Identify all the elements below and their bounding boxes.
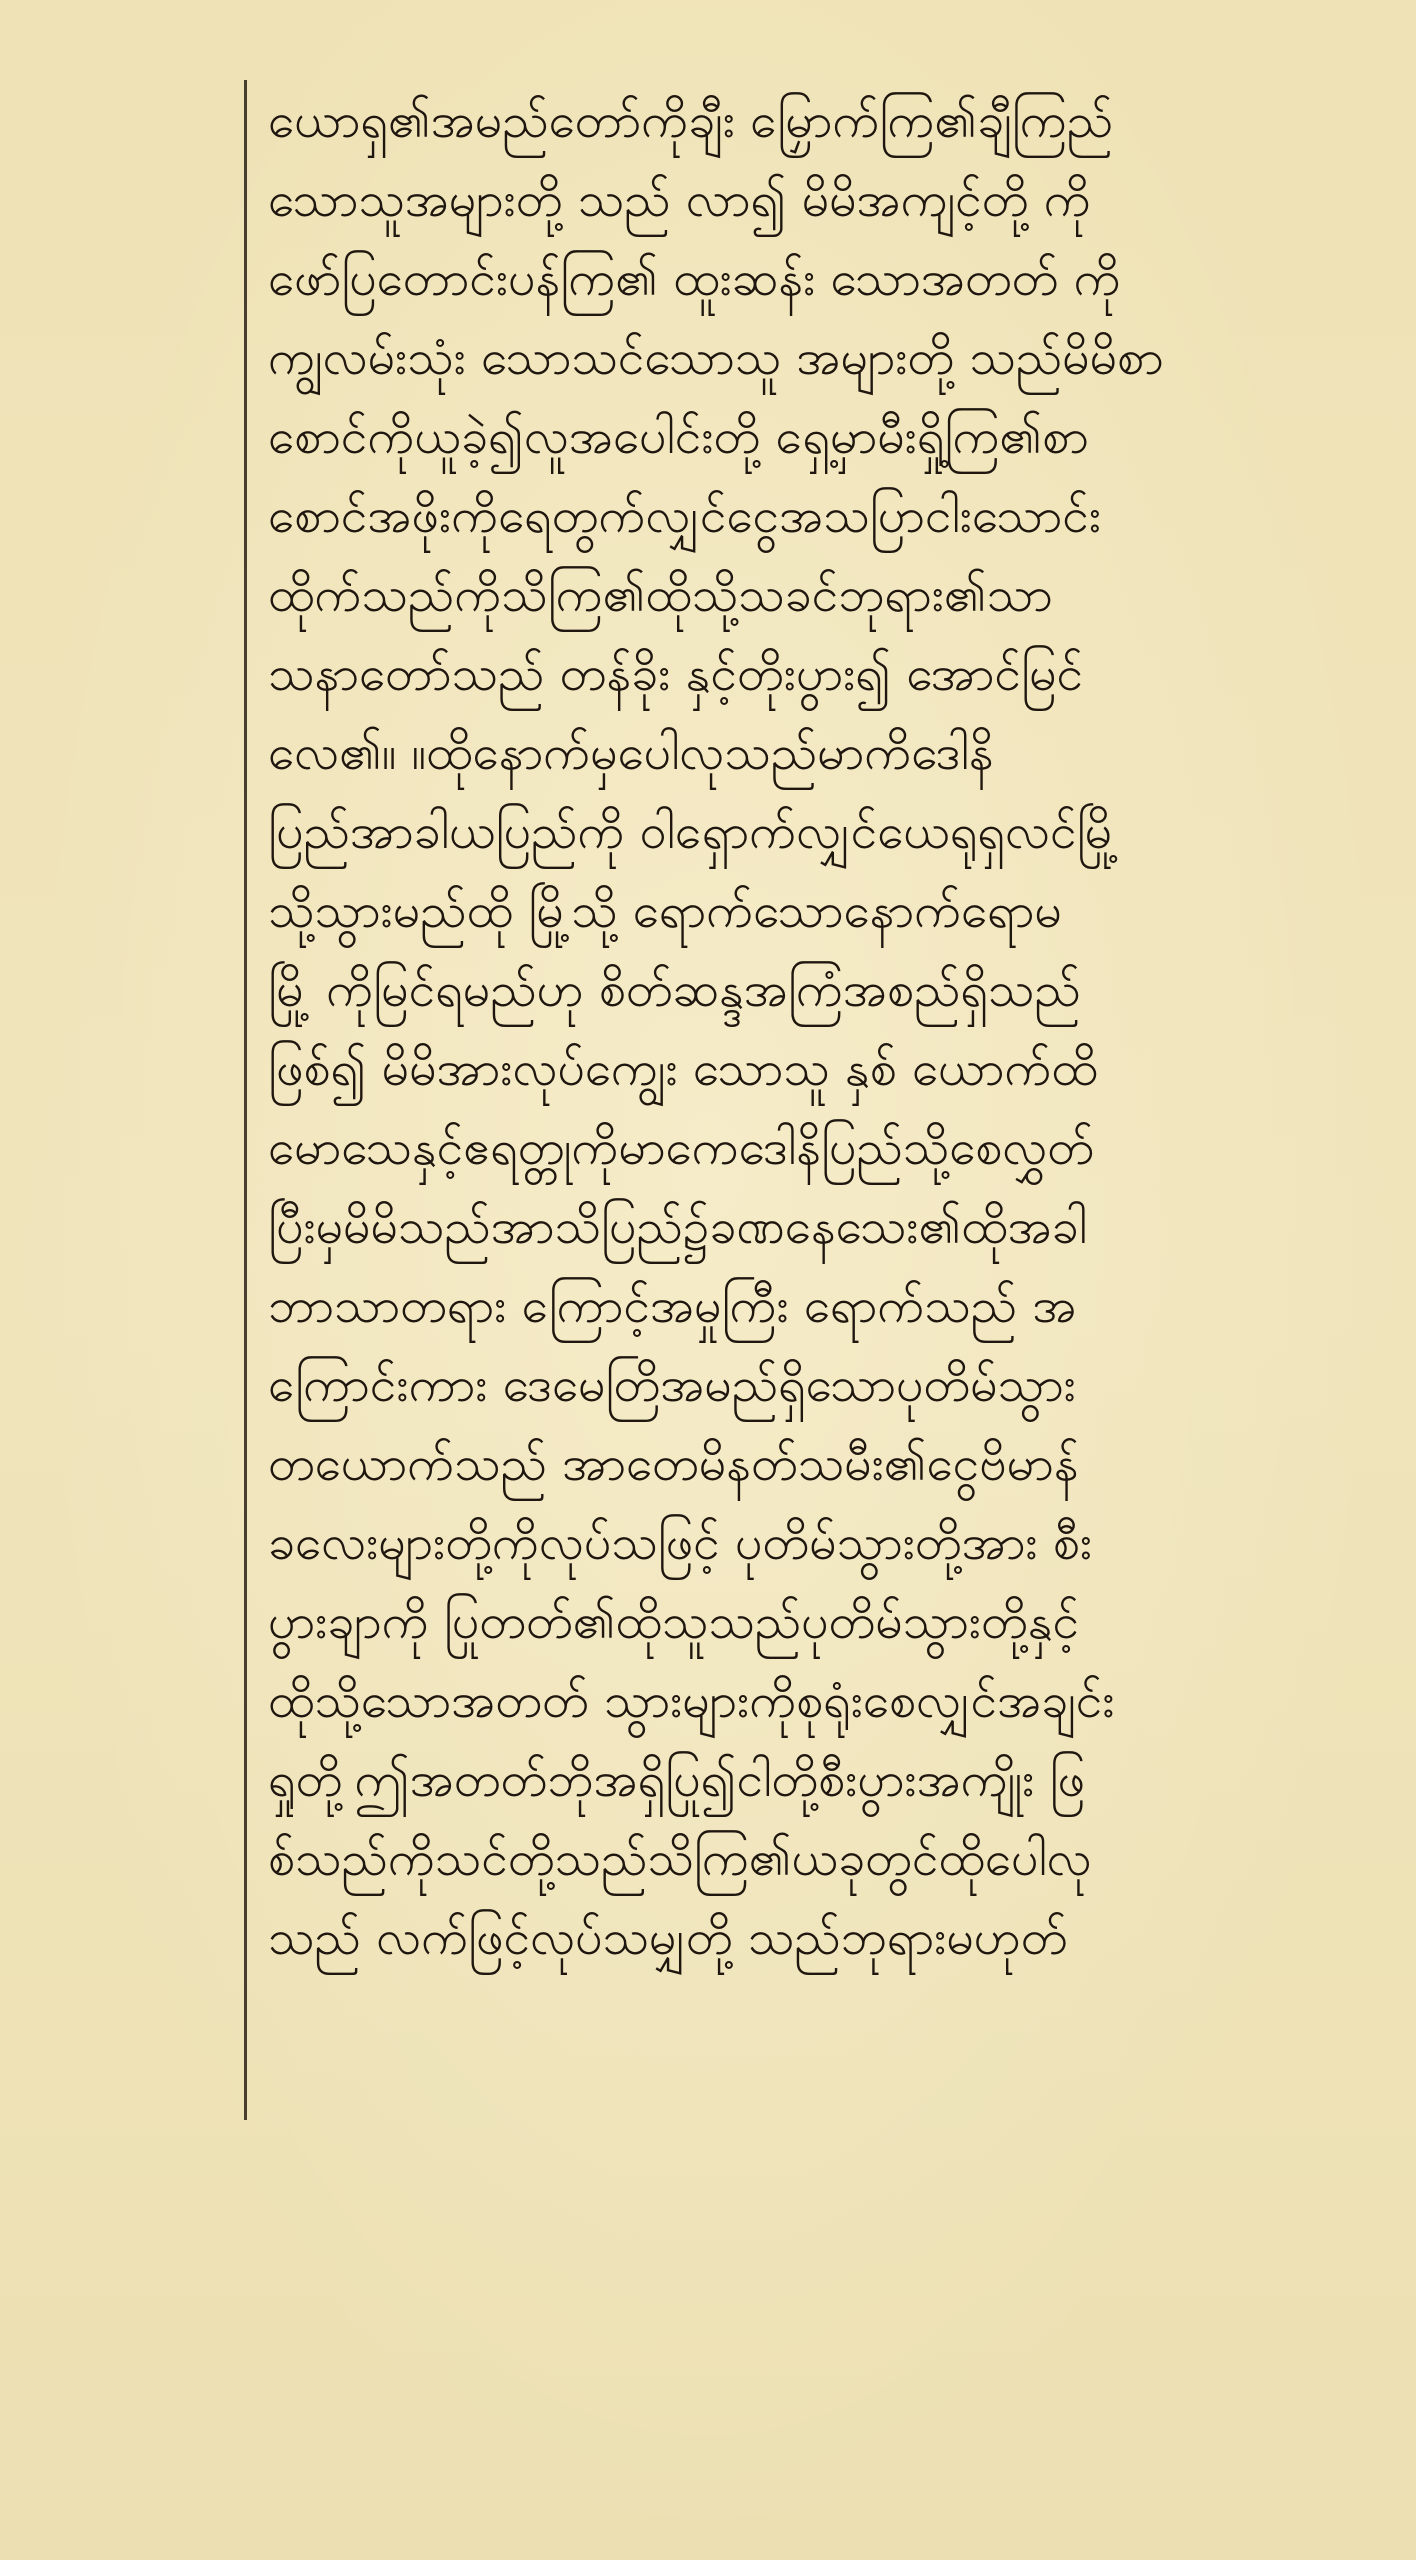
margin-rule xyxy=(244,80,247,2120)
text-line: ကြောင်းကား ဒေမေတြိအမည်ရှိသောပုတိမ်သွား xyxy=(268,1357,1076,1413)
text-line: ပြီးမှမိမိသည်အာသိပြည်၌ခဏနေသေး၏ထိုအခါ xyxy=(268,1199,1087,1255)
text-line: ခလေးများတို့ကိုလုပ်သဖြင့် ပုတိမ်သွားတို့အား စီး xyxy=(268,1515,1093,1571)
text-line: ထိုက်သည်ကိုသိကြ၏ထိုသို့သခင်ဘုရား၏သာ xyxy=(268,567,1053,623)
text-line: ဖြစ်၍ မိမိအားလုပ်ကျွေး သောသူ နှစ် ယောက်ထိ xyxy=(268,1041,1098,1097)
text-line: သည် လက်ဖြင့်လုပ်သမျှတို့ သည်ဘုရားမဟုတ် xyxy=(268,1910,1068,1966)
text-line: သို့သွားမည်ထို မြို့သို့ ရောက်သောနောက်ရောမ xyxy=(268,883,1062,939)
text-line: ပွားချာကို ပြုတတ်၏ထိုသူသည်ပုတိမ်သွားတို့နှင့် xyxy=(268,1594,1080,1650)
text-line: ကျွလမ်းသုံး သောသင်သောသူ အများတို့ သည်မိမိစာ xyxy=(268,330,1164,386)
text-line: သနာတော်သည် တန်ခိုး နှင့်တိုးပွား၍ အောင်မြင် xyxy=(268,646,1084,702)
margin-column xyxy=(0,0,235,2560)
text-line: စောင်ကိုယူခဲ့၍လူအပေါင်းတို့ ရှေ့မှာမီးရှို့ကြ၏စာ xyxy=(268,409,1089,465)
text-line: လေ၏။ ။ထိုနောက်မှပေါလုသည်မာကိဒေါနိ xyxy=(268,725,994,781)
text-line: ထိုသို့သောအတတ် သွားများကိုစုရုံးစေလျှင်အချင်း xyxy=(268,1673,1115,1729)
text-line: ဘာသာတရား ကြောင့်အမှုကြီး ရောက်သည် အ xyxy=(268,1278,1077,1334)
text-line: သောသူအများတို့ သည် လာ၍ မိမိအကျင့်တို့ ကို xyxy=(268,172,1091,228)
text-line: ပြည်အာခါယပြည်ကို ဝါရှောက်လျှင်ယေရုရှလင်မြို့ xyxy=(268,804,1120,860)
text-line: တယောက်သည် အာတေမိနတ်သမီး၏ငွေဗိမာန် xyxy=(268,1436,1079,1492)
body-text xyxy=(268,82,1388,1978)
text-line: ယောရှ၏အမည်တော်ကိုချီး မြှောက်ကြ၏ချီကြည် xyxy=(268,93,1114,149)
text-line: စ်သည်ကိုသင်တို့သည်သိကြ၏ယခုတွင်ထိုပေါလု xyxy=(268,1831,1092,1887)
text-line: မောသေနှင့်ဧရတ္တုကိုမာကေဒေါနိပြည်သို့စေလွှတ် xyxy=(268,1120,1094,1176)
text-line: ရှုတို့ဤအတတ်ဘိုအရှိပြု၍ငါတို့စီးပွားအကျိုး ဖြ xyxy=(268,1752,1086,1808)
text-line: စောင်အဖိုးကိုရေတွက်လျှင်ငွေအသပြာငါးသောင်း xyxy=(268,488,1102,544)
text-line: ဖော်ပြတောင်းပန်ကြ၏ ထူးဆန်း သောအတတ် ကို xyxy=(268,251,1121,307)
text-line: မြို့ ကိုမြင်ရမည်ဟု စိတ်ဆန္ဒအကြံအစည်ရှိသည် xyxy=(268,962,1081,1018)
